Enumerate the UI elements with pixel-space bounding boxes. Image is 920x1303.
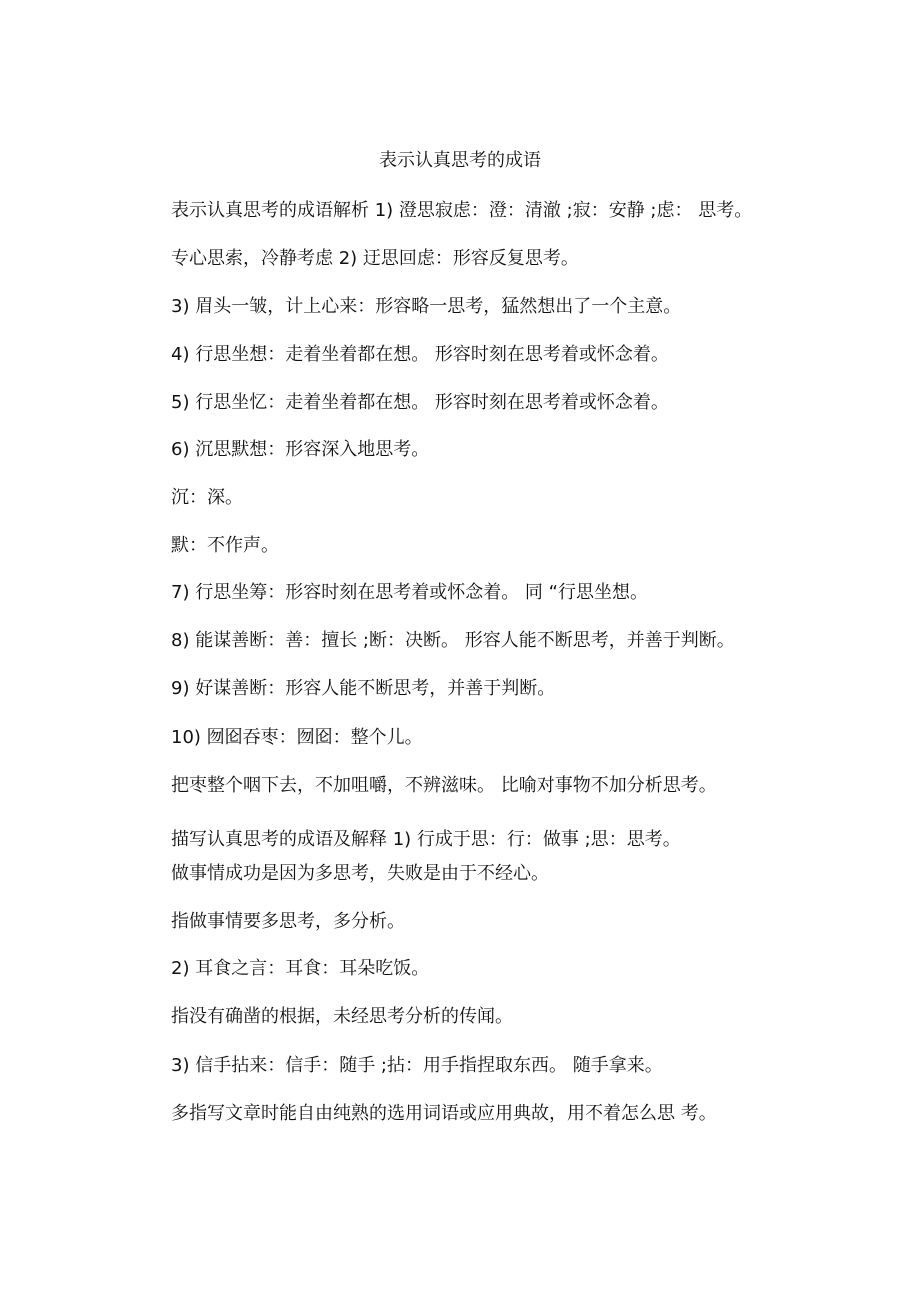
- text-line: 做事情成功是因为多思考，失败是由于不经心。: [171, 863, 549, 884]
- text-line: 3) 眉头一皱，计上心来：形容略一思考，猛然想出了一个主意。: [171, 296, 682, 317]
- text-line: 把枣整个咽下去，不加咀嚼，不辨滋味。 比喻对事物不加分析思考。: [171, 775, 717, 796]
- text-line: 专心思索，冷静考虑 2) 迂思回虑：形容反复思考。: [171, 248, 579, 269]
- text-line: 4) 行思坐想：走着坐着都在想。 形容时刻在思考着或怀念着。: [171, 344, 669, 365]
- text-line: 5) 行思坐忆：走着坐着都在想。 形容时刻在思考着或怀念着。: [171, 392, 669, 413]
- text-line: 多指写文章时能自由纯熟的选用词语或应用典故，用不着怎么思 考。: [171, 1103, 717, 1124]
- text-line: 2) 耳食之言：耳食：耳朵吃饭。: [171, 958, 430, 979]
- text-line: 3) 信手拈来：信手：随手 ;拈：用手指捏取东西。 随手拿来。: [171, 1055, 663, 1076]
- text-line: 6) 沉思默想：形容深入地思考。: [171, 439, 430, 460]
- text-line: 表示认真思考的成语解析 1) 澄思寂虑：澄：清澈 ;寂：安静 ;虑： 思考。: [171, 200, 753, 221]
- text-line: 描写认真思考的成语及解释 1) 行成于思：行：做事 ;思：思考。: [171, 829, 681, 850]
- text-line: 10) 囫囵吞枣：囫囵：整个儿。: [171, 727, 423, 748]
- page-title: 表示认真思考的成语: [379, 150, 541, 171]
- text-line: 7) 行思坐筹：形容时刻在思考着或怀念着。 同 “行思坐想。: [171, 582, 648, 603]
- text-line: 9) 好谋善断：形容人能不断思考，并善于判断。: [171, 678, 556, 699]
- text-line: 沉：深。: [171, 487, 243, 508]
- text-line: 8) 能谋善断：善：擅长 ;断：决断。 形容人能不断思考，并善于判断。: [171, 630, 735, 651]
- text-line: 默：不作声。: [171, 535, 279, 556]
- text-line: 指没有确凿的根据，未经思考分析的传闻。: [171, 1006, 513, 1027]
- text-line: 指做事情要多思考，多分析。: [171, 911, 405, 932]
